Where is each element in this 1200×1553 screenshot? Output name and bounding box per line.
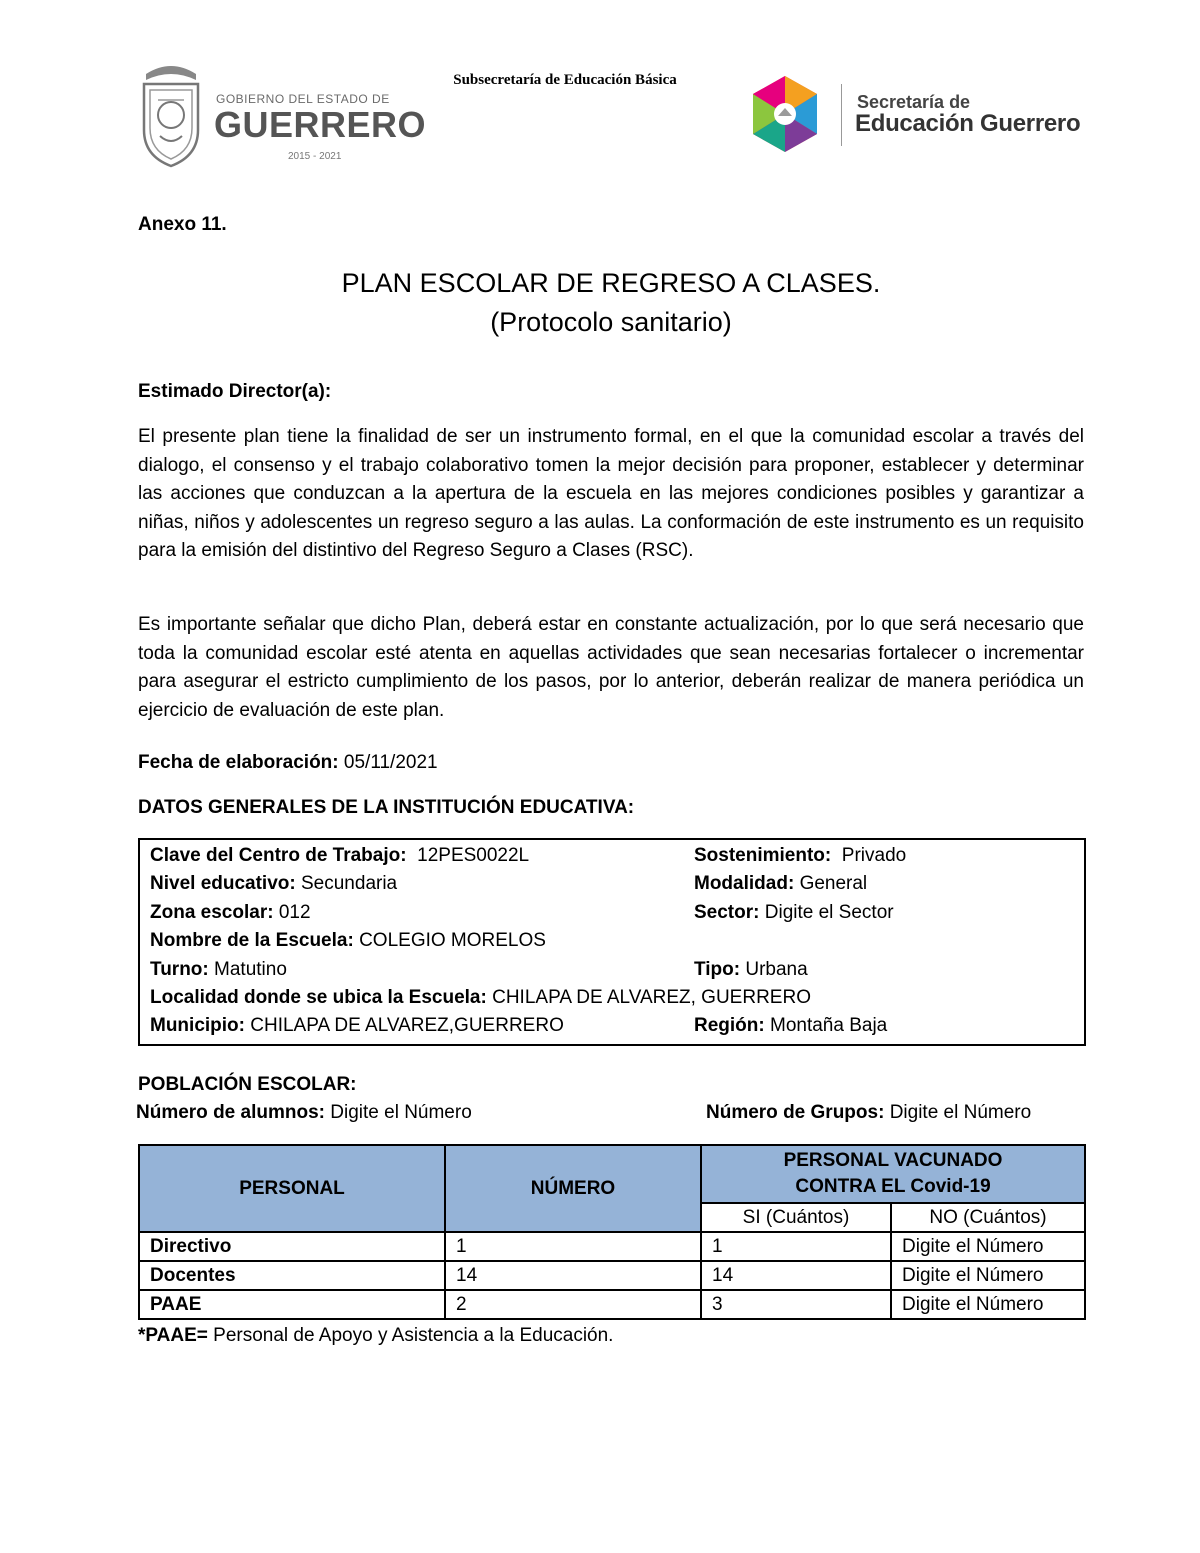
localidad-label: Localidad donde se ubica la Escuela: <box>150 987 487 1008</box>
header-personal-vacunado <box>701 1145 1085 1203</box>
poblacion-escolar-heading: POBLACIÓN ESCOLAR: <box>138 1074 357 1095</box>
subsecretaria-heading: Subsecretaría de Educación Básica <box>453 72 677 88</box>
sector-value: Digite el Sector <box>764 902 894 923</box>
cell-numero: 14 <box>445 1261 701 1290</box>
cell-numero: 1 <box>445 1232 701 1261</box>
cell-no: Digite el Número <box>891 1290 1085 1319</box>
fecha-value: 05/11/2021 <box>343 752 438 773</box>
gobierno-guerrero-logo <box>138 60 427 172</box>
turno-label: Turno: <box>150 959 209 980</box>
numero-grupos <box>706 1102 1031 1124</box>
grupos-value: Digite el Número <box>889 1102 1032 1123</box>
sostenimiento-value: Privado <box>841 845 907 866</box>
sector-label: Sector: <box>694 902 760 923</box>
cell-no: Digite el Número <box>891 1232 1085 1261</box>
numero-alumnos <box>136 1102 472 1124</box>
sostenimiento-label: Sostenimiento: <box>694 845 832 866</box>
alumnos-label: Número de alumnos: <box>136 1102 325 1123</box>
localidad-value: CHILAPA DE ALVAREZ, GUERRERO <box>492 987 811 1008</box>
tipo-row <box>694 956 808 984</box>
modalidad-row <box>694 870 867 898</box>
municipio-row <box>150 1012 564 1040</box>
clave-separator: : <box>400 845 407 866</box>
cell-personal: Docentes <box>139 1261 445 1290</box>
table-row <box>139 1261 1085 1290</box>
modalidad-label: Modalidad: <box>694 873 795 894</box>
zona-label: Zona escolar: <box>150 902 274 923</box>
state-coat-of-arms-icon <box>138 60 204 170</box>
update-paragraph: Es importante señalar que dicho Plan, deberá estar en constante actualización, por lo que será necesario que toda la comunidad escolar esté atenta en aquellas actividades que sean necesarias fortalecer o incrementar para asegurar el estricto cumplimiento de los pasos, por lo anterior, deberán realizar de manera periódica un ejercicio de evaluación de este plan. <box>138 614 1084 721</box>
header-numero: NÚMERO <box>445 1145 701 1232</box>
region-value: Montaña Baja <box>770 1015 888 1036</box>
localidad-row <box>150 984 811 1012</box>
cell-si: 14 <box>701 1261 891 1290</box>
region-row <box>694 1012 887 1040</box>
tipo-label: Tipo: <box>694 959 741 980</box>
gov-logo-small-text: GOBIERNO DEL ESTADO DE <box>216 92 390 106</box>
secretaria-logo-mark-icon <box>745 74 825 154</box>
greeting: Estimado Director(a): <box>138 381 332 402</box>
gov-logo-big-text: GUERRERO <box>214 104 427 145</box>
alumnos-value: Digite el Número <box>330 1102 472 1123</box>
turno-value: Matutino <box>214 959 287 980</box>
logo-divider <box>841 84 842 146</box>
cell-si: 1 <box>701 1232 891 1261</box>
header-vacunado-line1: PERSONAL VACUNADO <box>783 1150 1003 1171</box>
sector-row <box>694 899 894 927</box>
header-si: SI (Cuántos) <box>701 1203 891 1232</box>
cell-personal: PAAE <box>139 1290 445 1319</box>
header-no: NO (Cuántos) <box>891 1203 1085 1232</box>
clave-value: 12PES0022L <box>417 845 530 866</box>
nivel-label: Nivel educativo: <box>150 873 296 894</box>
header-vacunado-line2: CONTRA EL Covid-19 <box>795 1176 991 1197</box>
tipo-value: Urbana <box>745 959 808 980</box>
grupos-label: Número de Grupos: <box>706 1102 885 1123</box>
personal-table <box>138 1144 1086 1320</box>
clave-label: Clave del Centro de Trabajo <box>150 845 401 866</box>
header-personal: PERSONAL <box>139 1145 445 1232</box>
region-label: Región: <box>694 1015 765 1036</box>
secretaria-educacion-logo <box>745 74 1085 154</box>
datos-generales-box <box>138 838 1086 1046</box>
table-header-row <box>139 1145 1085 1203</box>
intro-paragraph: El presente plan tiene la finalidad de ser un instrumento formal, en el que la comunidad escolar a través del dialogo, el consenso y el trabajo colaborativo tomen la mejor decisión para proponer, establecer y determinar las acciones que conduzcan a la apertura de la escuela en las mejores condiciones posibles y garantizar a niñas, niños y adolescentes un regreso seguro a las aulas. La conformación de este instrumento es un requisito para la emisión del distintivo del Regreso Seguro a Clases (RSC). <box>138 426 1084 561</box>
document-title: PLAN ESCOLAR DE REGRESO A CLASES. <box>341 268 881 298</box>
secretaria-logo-line2: Educación Guerrero <box>855 110 1081 137</box>
nombre-value: COLEGIO MORELOS <box>359 930 546 951</box>
nombre-label: Nombre de la Escuela: <box>150 930 354 951</box>
secretaria-logo-line1: Secretaría de <box>857 92 971 112</box>
cell-numero: 2 <box>445 1290 701 1319</box>
zona-row <box>150 899 311 927</box>
clave-row <box>150 842 529 870</box>
municipio-label: Municipio: <box>150 1015 245 1036</box>
cell-personal: Directivo <box>139 1232 445 1261</box>
nombre-row <box>150 927 546 955</box>
datos-generales-heading: DATOS GENERALES DE LA INSTITUCIÓN EDUCATIVA: <box>138 797 635 818</box>
anexo-label: Anexo 11. <box>138 214 227 235</box>
sostenimiento-row <box>694 842 906 870</box>
nivel-row <box>150 870 397 898</box>
nivel-value: Secundaria <box>301 873 398 894</box>
table-row <box>139 1232 1085 1261</box>
nota-text: Personal de Apoyo y Asistencia a la Educación. <box>207 1325 614 1346</box>
cell-si: 3 <box>701 1290 891 1319</box>
municipio-value: CHILAPA DE ALVAREZ,GUERRERO <box>250 1015 564 1036</box>
cell-no: Digite el Número <box>891 1261 1085 1290</box>
fecha-elaboracion <box>138 752 438 774</box>
table-row <box>139 1290 1085 1319</box>
paae-note <box>138 1325 613 1347</box>
document-subtitle: (Protocolo sanitario) <box>490 307 732 337</box>
modalidad-value: General <box>799 873 868 894</box>
fecha-label: Fecha de elaboración: <box>138 752 339 773</box>
zona-value: 012 <box>278 902 311 923</box>
nota-label: *PAAE= <box>138 1325 208 1346</box>
turno-row <box>150 956 287 984</box>
gov-logo-years: 2015 - 2021 <box>288 151 342 162</box>
